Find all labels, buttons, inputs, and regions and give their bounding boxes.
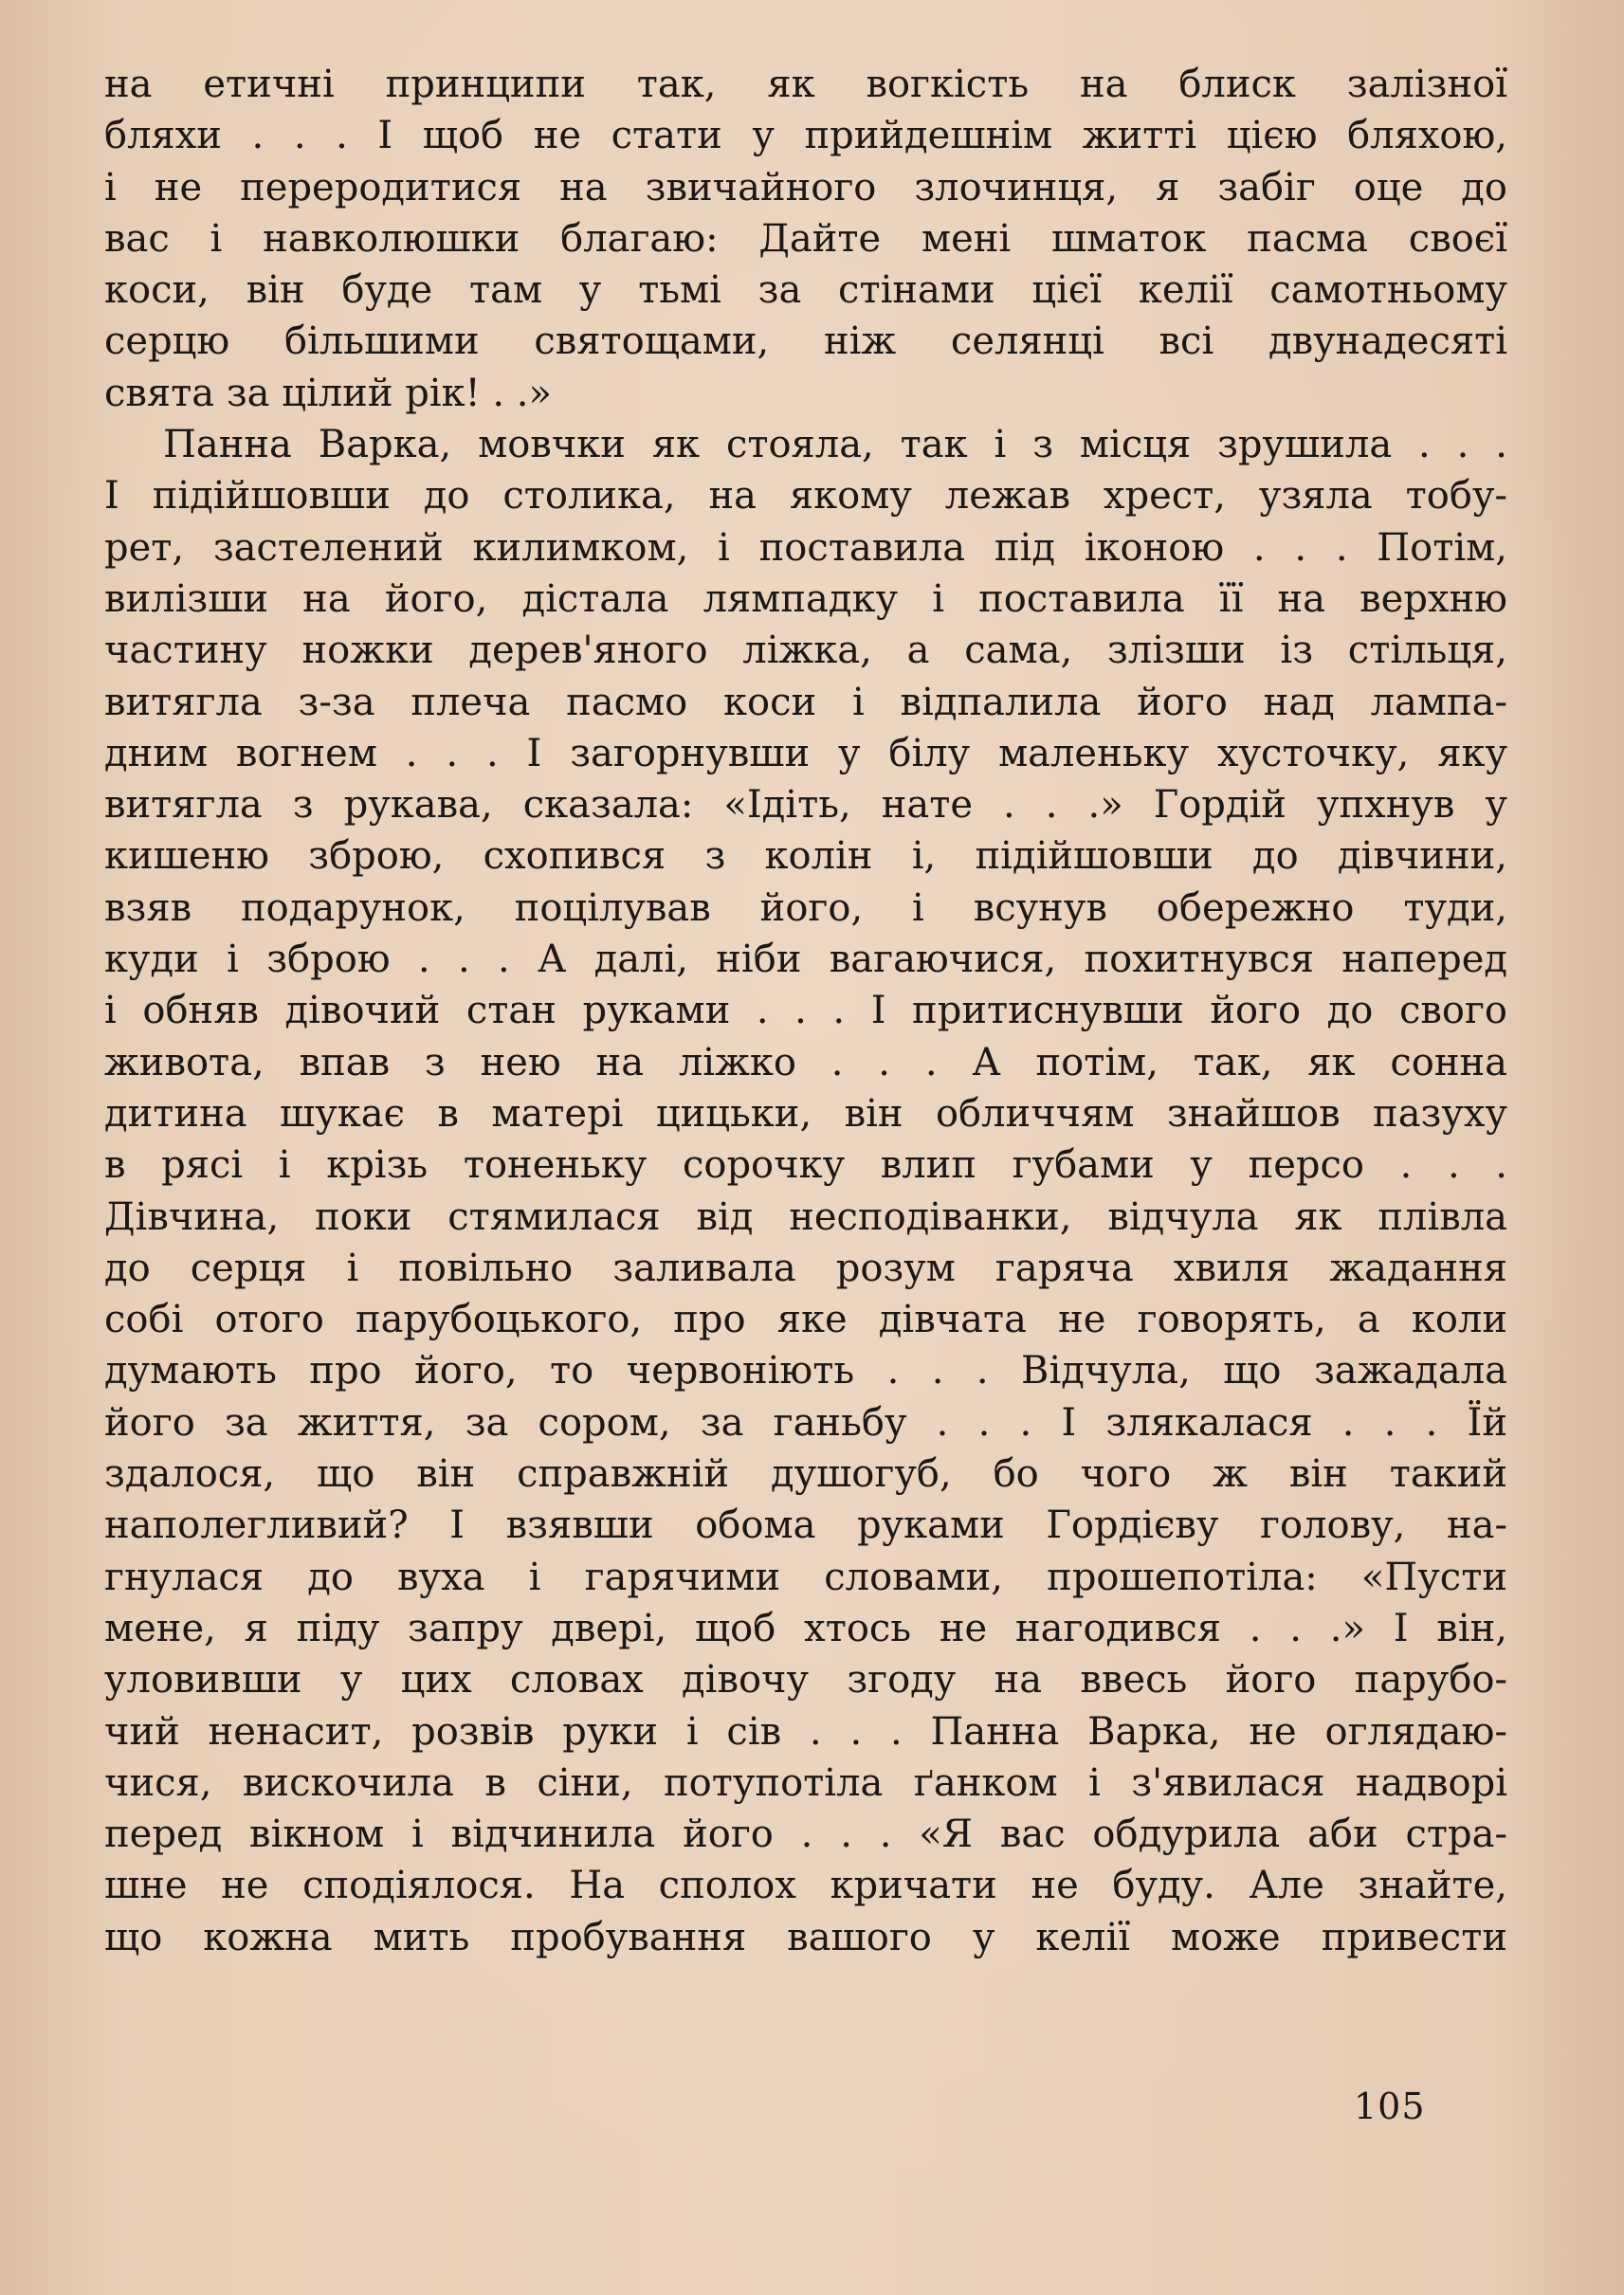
text-line: вилізши на його, дістала лямпадку і поставила її на верхню — [104, 576, 1507, 621]
text-line: коси, він буде там у тьмі за стінами цієї келії самотньому — [104, 268, 1507, 313]
text-line: куди і зброю . . . А далі, ніби вагаючися, похитнувся наперед — [104, 938, 1507, 982]
text-line: свята за цілий рік! . .» — [104, 371, 552, 415]
text-line: живота, впав з нею на ліжко . . . А потім, так, як сонна — [104, 1040, 1507, 1084]
text-line: бляхи . . . І щоб не стати у прийдешнім житті цією бляхою, — [104, 114, 1507, 158]
text-line: дним вогнем . . . І загорнувши у білу маленьку хусточку, яку — [104, 731, 1507, 775]
text-line: частину ножки дерев'яного ліжка, а сама, злізши із стільця, — [104, 628, 1507, 673]
text-line: перед вікном і відчинила його . . . «Я вас обдурила аби стра- — [104, 1812, 1507, 1857]
text-line: чися, вискочила в сіни, потупотіла ґанком і з'явилася надворі — [104, 1760, 1507, 1805]
text-line: витягла з-за плеча пасмо коси і відпалила його над лампа- — [104, 680, 1507, 724]
text-line: думають про його, то червоніють . . . Відчула, що зажадала — [104, 1349, 1507, 1393]
page-number: 105 — [1354, 2086, 1426, 2127]
text-line: собі отого парубоцького, про яке дівчата не говорять, а коли — [104, 1298, 1507, 1342]
text-line: кишеню зброю, схопився з колін і, підійшовши до дівчини, — [104, 834, 1507, 879]
text-line: наполегливий? І взявши обома руками Гордієву голову, на- — [104, 1503, 1507, 1548]
text-line: взяв подарунок, поцілував його, і всунув обережно туди, — [104, 885, 1507, 930]
text-line: до серця і повільно заливала розум гаряча хвиля жадання — [104, 1246, 1507, 1290]
text-line: і обняв дівочий стан руками . . . І притиснувши його до свого — [104, 989, 1507, 1033]
text-line: Дівчина, поки стямилася від несподіванки, відчула як плівла — [104, 1194, 1507, 1239]
text-line: в рясі і крізь тоненьку сорочку влип губами у персо . . . — [104, 1143, 1507, 1188]
text-line: його за життя, за сором, за ганьбу . . . І злякалася . . . Їй — [104, 1400, 1507, 1445]
text-line: уловивши у цих словах дівочу згоду на ввесь його парубо- — [104, 1658, 1507, 1703]
text-line: витягла з рукава, сказала: «Ідіть, нате . . .» Гордій упхнув у — [104, 783, 1507, 828]
text-line: мене, я піду запру двері, щоб хтось не нагодився . . .» І він, — [104, 1606, 1507, 1650]
text-line: І підійшовши до столика, на якому лежав хрест, узяла тобу- — [104, 474, 1507, 519]
text-line: чий ненасит, розвів руки і сів . . . Панна Варка, не оглядаю- — [104, 1709, 1507, 1754]
text-line: і не переродитися на звичайного злочинця, я забіг оце до — [104, 165, 1507, 209]
text-line: здалося, що він справжній душогуб, бо чого ж він такий — [104, 1452, 1507, 1497]
text-line: вас і навколюшки благаю: Дайте мені шматок пасма своєї — [104, 216, 1507, 261]
text-line: що кожна мить пробування вашого у келії може привести — [104, 1915, 1507, 1959]
text-line: дитина шукає в матері цицьки, він обличчям знайшов пазуху — [104, 1091, 1507, 1136]
text-line: серцю більшими святощами, ніж селянці всі двунадесяті — [104, 319, 1507, 364]
text-line: рет, застелений килимком, і поставила під іконою . . . Потім, — [104, 525, 1507, 570]
text-line: на етичні принципи так, як вогкість на блиск залізної — [104, 63, 1507, 106]
text-line: шне не сподіялося. На сполох кричати не буду. Але знайте, — [104, 1864, 1507, 1908]
body-text — [104, 59, 1507, 1963]
text-line: Панна Варка, мовчки як стояла, так і з місця зрушила . . . — [163, 423, 1507, 467]
text-line: гнулася до вуха і гарячими словами, прошепотіла: «Пусти — [104, 1555, 1507, 1599]
